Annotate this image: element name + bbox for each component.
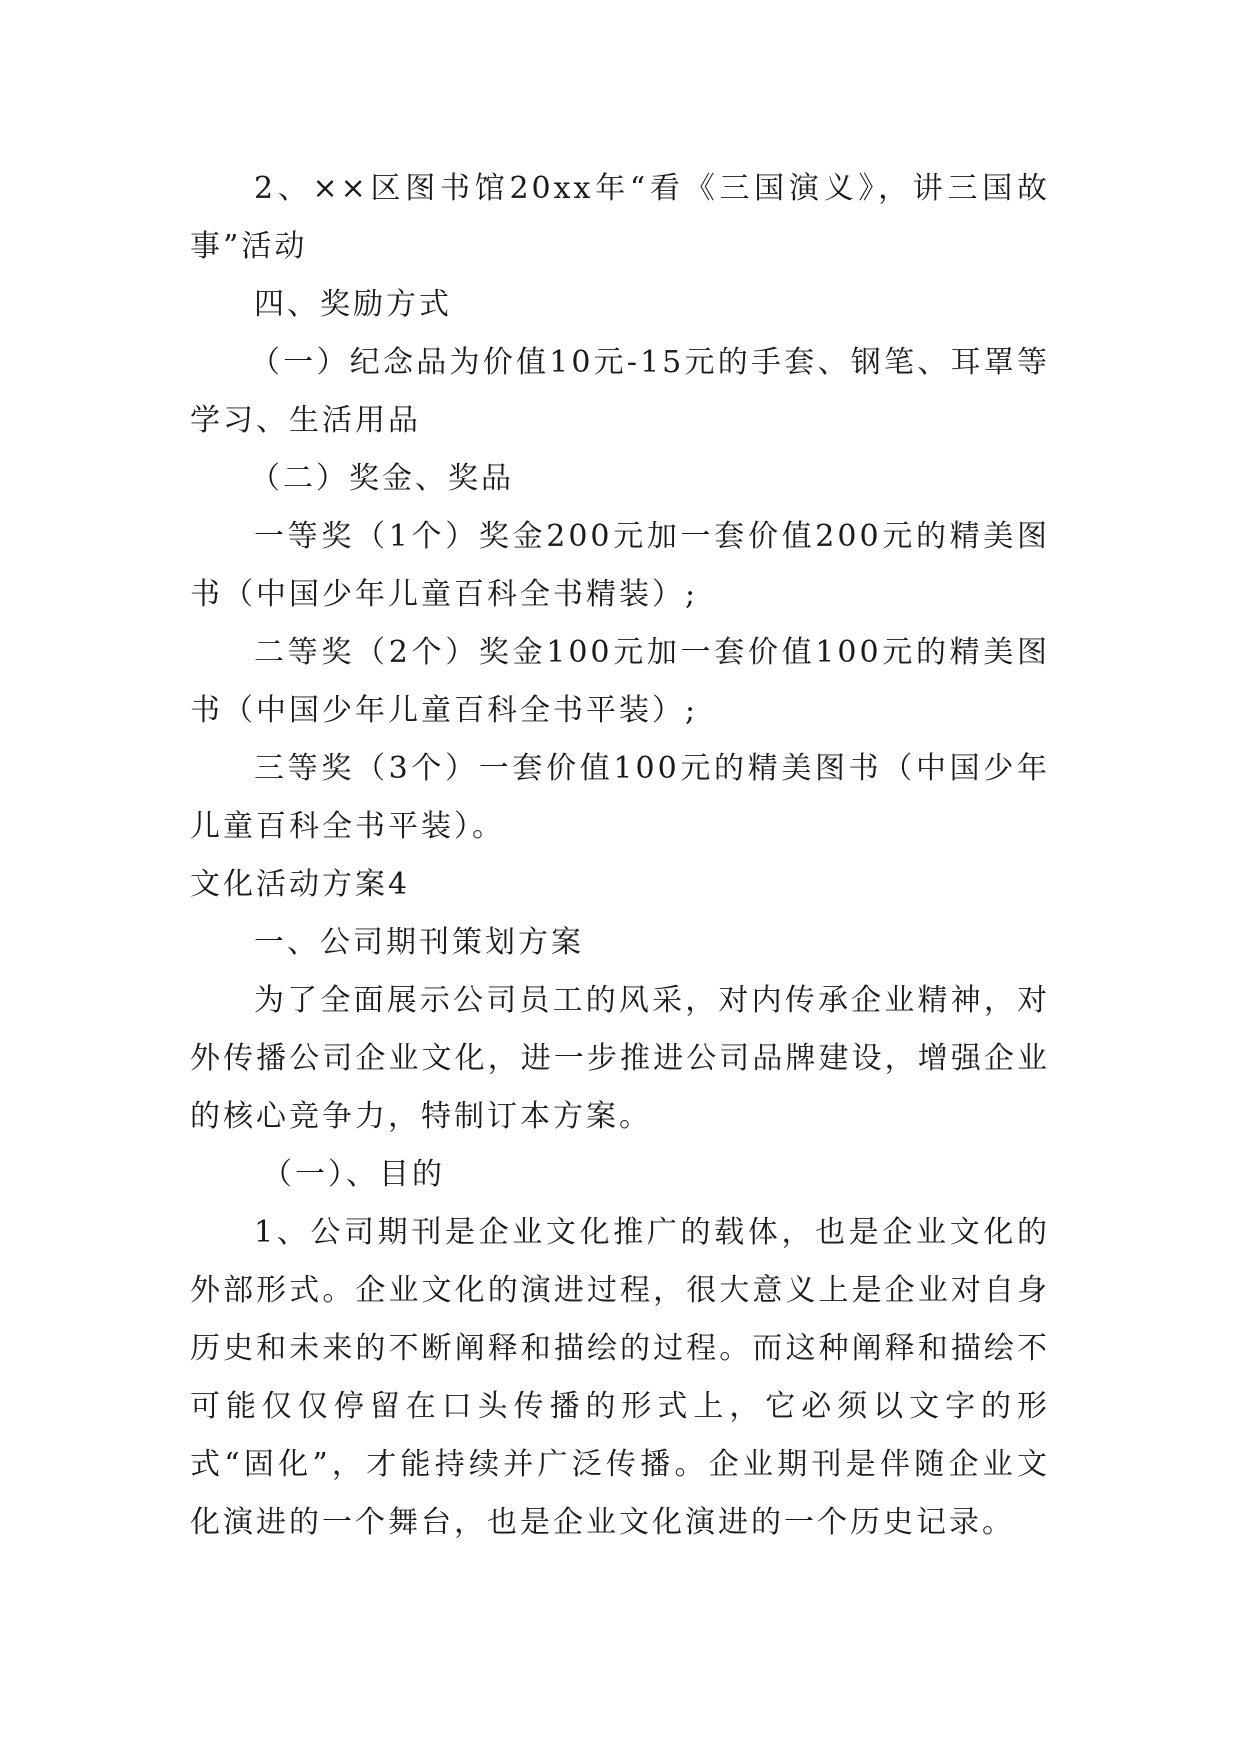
section-title-plan-4: 文化活动方案4 bbox=[190, 867, 411, 902]
subheading-prizes: （二）奖金、奖品 bbox=[250, 461, 514, 496]
paragraph-purpose-1: 1、公司期刊是企业文化推广的载体，也是企业文化的外部形式。企业文化的演进过程，很大意义上是企业对自身历史和未来的不断阐释和描绘的过程。而这种阐释和描绘不可能仅仅停留在口头传播的形式上，它必须以文字的形式“固化”，才能持续并广泛传播。企业期刊是伴随企业文化演进的一个舞台，也是企业文化演进的一个历史记录。 bbox=[190, 1215, 1050, 1540]
section-heading-rewards: 四、奖励方式 bbox=[254, 287, 452, 322]
paragraph-activity-title: 2、××区图书馆20xx年“看《三国演义》，讲三国故事”活动 bbox=[190, 171, 1050, 264]
paragraph-first-prize: 一等奖（1个）奖金200元加一套价值200元的精美图书（中国少年儿童百科全书精装）; bbox=[190, 519, 1050, 612]
paragraph-journal-intro: 为了全面展示公司员工的风采，对内传承企业精神，对外传播公司企业文化，进一步推进公司品牌建设，增强企业的核心竞争力，特制订本方案。 bbox=[190, 983, 1050, 1134]
paragraph-souvenirs: （一）纪念品为价值10元-15元的手套、钢笔、耳罩等学习、生活用品 bbox=[190, 345, 1050, 438]
section-heading-journal-plan: 一、公司期刊策划方案 bbox=[254, 925, 584, 960]
subheading-purpose: （一）、目的 bbox=[262, 1157, 445, 1192]
document-body bbox=[190, 160, 1050, 1552]
paragraph-second-prize: 二等奖（2个）奖金100元加一套价值100元的精美图书（中国少年儿童百科全书平装）; bbox=[190, 635, 1050, 728]
paragraph-third-prize: 三等奖（3个）一套价值100元的精美图书（中国少年儿童百科全书平装）。 bbox=[190, 751, 1050, 844]
